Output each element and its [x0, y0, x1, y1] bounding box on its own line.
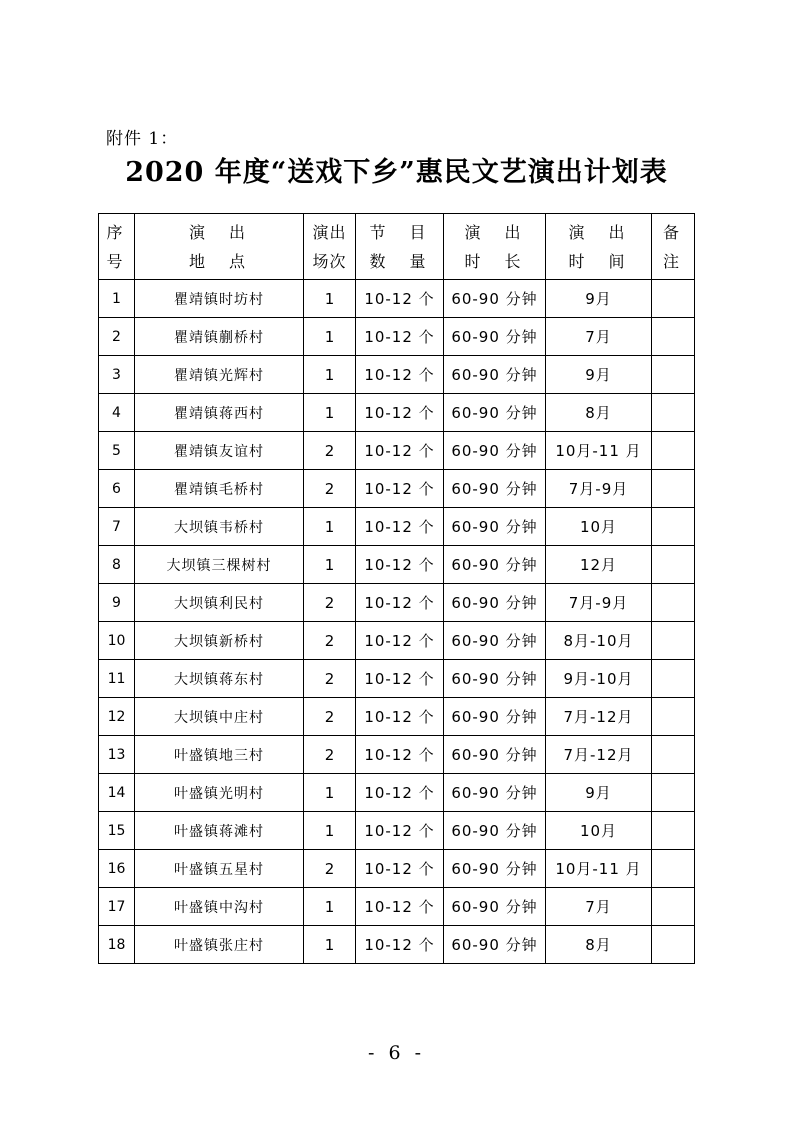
cell-count: 1 [304, 318, 356, 356]
cell-location: 瞿靖镇蒋西村 [135, 394, 304, 432]
cell-duration: 60-90 分钟 [444, 812, 546, 850]
cell-time: 7月 [546, 318, 652, 356]
cell-time: 10月-11 月 [546, 432, 652, 470]
cell-duration: 60-90 分钟 [444, 774, 546, 812]
cell-program-number: 10-12 个 [356, 622, 444, 660]
table-row [99, 280, 695, 318]
cell-note [652, 470, 695, 508]
cell-count: 2 [304, 660, 356, 698]
table-row [99, 926, 695, 964]
cell-index: 4 [99, 394, 135, 432]
cell-program-number: 10-12 个 [356, 888, 444, 926]
header-note: 备 注 [652, 214, 695, 280]
cell-location: 大坝镇韦桥村 [135, 508, 304, 546]
table-row [99, 698, 695, 736]
cell-duration: 60-90 分钟 [444, 394, 546, 432]
cell-index: 1 [99, 280, 135, 318]
cell-index: 15 [99, 812, 135, 850]
cell-location: 瞿靖镇蒯桥村 [135, 318, 304, 356]
cell-note [652, 850, 695, 888]
table-row [99, 470, 695, 508]
cell-count: 1 [304, 508, 356, 546]
cell-time: 8月-10月 [546, 622, 652, 660]
cell-location: 叶盛镇光明村 [135, 774, 304, 812]
cell-count: 2 [304, 584, 356, 622]
cell-time: 8月 [546, 394, 652, 432]
cell-time: 7月 [546, 888, 652, 926]
cell-time: 9月 [546, 280, 652, 318]
cell-location: 大坝镇新桥村 [135, 622, 304, 660]
header-location: 演 出 地 点 [135, 214, 304, 280]
cell-count: 1 [304, 280, 356, 318]
cell-note [652, 546, 695, 584]
header-index: 序 号 [99, 214, 135, 280]
cell-index: 7 [99, 508, 135, 546]
cell-time: 10月 [546, 812, 652, 850]
cell-time: 10月 [546, 508, 652, 546]
cell-location: 叶盛镇张庄村 [135, 926, 304, 964]
cell-duration: 60-90 分钟 [444, 356, 546, 394]
cell-count: 2 [304, 850, 356, 888]
cell-program-number: 10-12 个 [356, 850, 444, 888]
cell-location: 大坝镇利民村 [135, 584, 304, 622]
cell-location: 大坝镇三棵树村 [135, 546, 304, 584]
cell-time: 9月 [546, 774, 652, 812]
table-row [99, 622, 695, 660]
cell-program-number: 10-12 个 [356, 698, 444, 736]
cell-time: 9月 [546, 356, 652, 394]
table-row [99, 888, 695, 926]
cell-index: 11 [99, 660, 135, 698]
cell-count: 2 [304, 470, 356, 508]
cell-time: 10月-11 月 [546, 850, 652, 888]
cell-index: 13 [99, 736, 135, 774]
cell-duration: 60-90 分钟 [444, 546, 546, 584]
cell-note [652, 280, 695, 318]
cell-index: 14 [99, 774, 135, 812]
table-row [99, 394, 695, 432]
cell-duration: 60-90 分钟 [444, 470, 546, 508]
table-row [99, 584, 695, 622]
header-duration: 演 出 时 长 [444, 214, 546, 280]
cell-location: 大坝镇蒋东村 [135, 660, 304, 698]
cell-count: 2 [304, 622, 356, 660]
cell-program-number: 10-12 个 [356, 546, 444, 584]
cell-program-number: 10-12 个 [356, 470, 444, 508]
cell-duration: 60-90 分钟 [444, 698, 546, 736]
cell-duration: 60-90 分钟 [444, 508, 546, 546]
cell-count: 2 [304, 432, 356, 470]
cell-count: 1 [304, 812, 356, 850]
cell-program-number: 10-12 个 [356, 508, 444, 546]
cell-count: 2 [304, 698, 356, 736]
cell-location: 叶盛镇五星村 [135, 850, 304, 888]
header-program-number: 节 目 数 量 [356, 214, 444, 280]
table-header-row [99, 214, 695, 280]
table-row [99, 318, 695, 356]
cell-location: 瞿靖镇毛桥村 [135, 470, 304, 508]
cell-note [652, 926, 695, 964]
cell-index: 3 [99, 356, 135, 394]
cell-note [652, 432, 695, 470]
cell-program-number: 10-12 个 [356, 812, 444, 850]
cell-duration: 60-90 分钟 [444, 888, 546, 926]
cell-index: 12 [99, 698, 135, 736]
cell-program-number: 10-12 个 [356, 356, 444, 394]
cell-count: 2 [304, 736, 356, 774]
cell-note [652, 508, 695, 546]
table-row [99, 356, 695, 394]
cell-duration: 60-90 分钟 [444, 584, 546, 622]
cell-program-number: 10-12 个 [356, 394, 444, 432]
table-row [99, 432, 695, 470]
table-row [99, 546, 695, 584]
cell-location: 瞿靖镇时坊村 [135, 280, 304, 318]
cell-location: 大坝镇中庄村 [135, 698, 304, 736]
cell-count: 1 [304, 546, 356, 584]
cell-time: 9月-10月 [546, 660, 652, 698]
page-title: 2020 年度“送戏下乡”惠民文艺演出计划表 [125, 157, 668, 188]
cell-location: 叶盛镇地三村 [135, 736, 304, 774]
cell-count: 1 [304, 356, 356, 394]
cell-location: 瞿靖镇光辉村 [135, 356, 304, 394]
cell-time: 7月-9月 [546, 470, 652, 508]
cell-time: 8月 [546, 926, 652, 964]
table-row [99, 736, 695, 774]
cell-duration: 60-90 分钟 [444, 926, 546, 964]
header-count: 演出 场次 [304, 214, 356, 280]
cell-program-number: 10-12 个 [356, 774, 444, 812]
table-row [99, 812, 695, 850]
cell-count: 1 [304, 774, 356, 812]
cell-index: 5 [99, 432, 135, 470]
cell-time: 7月-12月 [546, 698, 652, 736]
cell-index: 9 [99, 584, 135, 622]
cell-note [652, 318, 695, 356]
cell-duration: 60-90 分钟 [444, 280, 546, 318]
cell-index: 17 [99, 888, 135, 926]
cell-program-number: 10-12 个 [356, 280, 444, 318]
cell-time: 7月-12月 [546, 736, 652, 774]
cell-note [652, 394, 695, 432]
cell-time: 12月 [546, 546, 652, 584]
cell-count: 1 [304, 926, 356, 964]
cell-duration: 60-90 分钟 [444, 318, 546, 356]
table-row [99, 660, 695, 698]
cell-index: 10 [99, 622, 135, 660]
table-row [99, 508, 695, 546]
header-time: 演 出 时 间 [546, 214, 652, 280]
cell-duration: 60-90 分钟 [444, 432, 546, 470]
cell-count: 1 [304, 394, 356, 432]
cell-note [652, 584, 695, 622]
cell-program-number: 10-12 个 [356, 318, 444, 356]
cell-index: 2 [99, 318, 135, 356]
cell-duration: 60-90 分钟 [444, 660, 546, 698]
cell-note [652, 356, 695, 394]
cell-index: 8 [99, 546, 135, 584]
cell-index: 18 [99, 926, 135, 964]
cell-location: 叶盛镇中沟村 [135, 888, 304, 926]
cell-location: 叶盛镇蒋滩村 [135, 812, 304, 850]
cell-program-number: 10-12 个 [356, 660, 444, 698]
cell-program-number: 10-12 个 [356, 432, 444, 470]
cell-index: 6 [99, 470, 135, 508]
cell-program-number: 10-12 个 [356, 926, 444, 964]
attachment-label: 附件 1： [106, 129, 179, 149]
cell-note [652, 812, 695, 850]
page-number: - 6 - [367, 1042, 425, 1064]
table-row [99, 850, 695, 888]
cell-note [652, 774, 695, 812]
cell-note [652, 622, 695, 660]
performance-plan-table [98, 213, 695, 964]
cell-program-number: 10-12 个 [356, 736, 444, 774]
cell-note [652, 698, 695, 736]
cell-duration: 60-90 分钟 [444, 850, 546, 888]
cell-location: 瞿靖镇友谊村 [135, 432, 304, 470]
cell-note [652, 888, 695, 926]
cell-duration: 60-90 分钟 [444, 736, 546, 774]
cell-count: 1 [304, 888, 356, 926]
cell-note [652, 660, 695, 698]
cell-duration: 60-90 分钟 [444, 622, 546, 660]
cell-program-number: 10-12 个 [356, 584, 444, 622]
table-row [99, 774, 695, 812]
cell-note [652, 736, 695, 774]
cell-index: 16 [99, 850, 135, 888]
cell-time: 7月-9月 [546, 584, 652, 622]
